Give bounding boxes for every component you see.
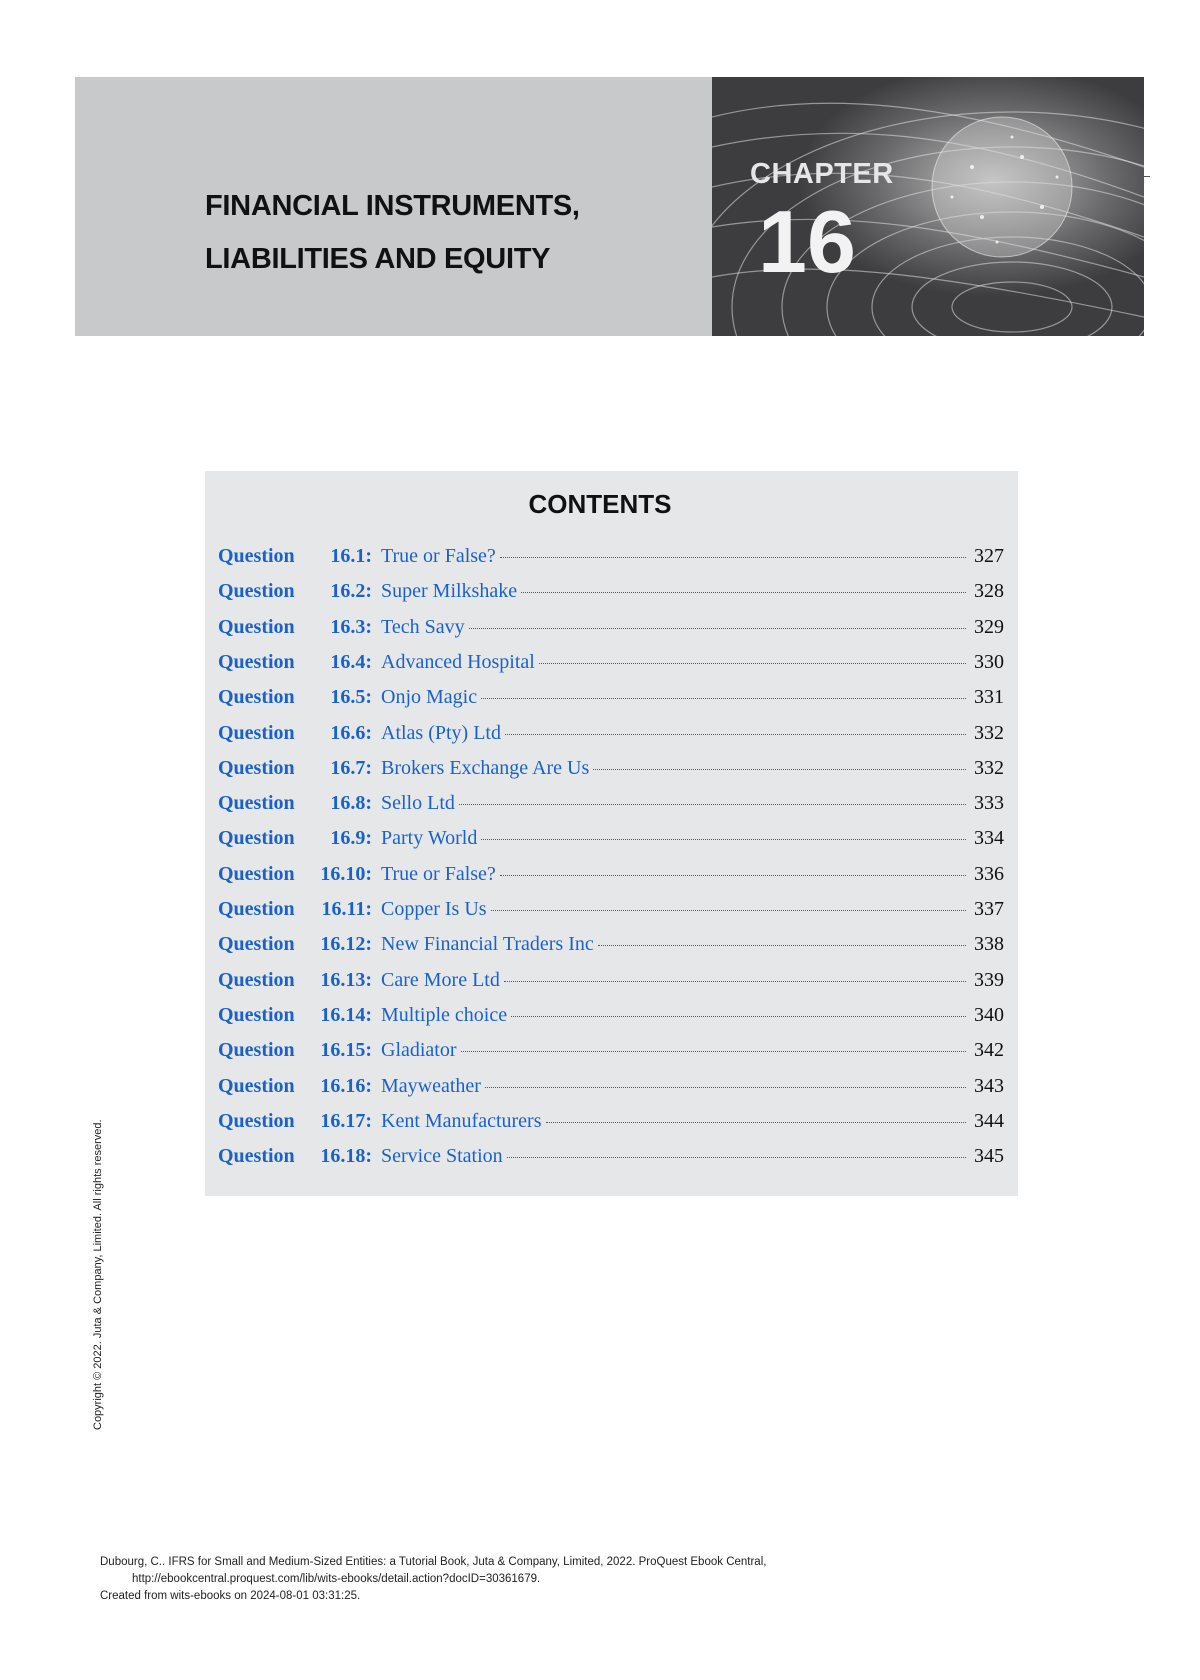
toc-entry-label: Question — [218, 1109, 295, 1132]
chapter-title-line1: FINANCIAL INSTRUMENTS, — [205, 190, 580, 222]
toc-entry[interactable] — [218, 1004, 1004, 1038]
toc-entry[interactable] — [218, 545, 1004, 579]
toc-entry-page: 332 — [974, 721, 1004, 744]
dot-leader — [500, 875, 966, 876]
toc-entry-number: 16.1: — [330, 545, 372, 567]
toc-entry-number: 16.7: — [330, 756, 372, 779]
toc-entry-number: 16.9: — [330, 827, 372, 850]
toc-entry[interactable] — [218, 686, 1004, 720]
toc-entry-title: Brokers Exchange Are Us — [381, 756, 590, 779]
toc-entry[interactable] — [218, 898, 1004, 932]
toc-entry-page: 345 — [974, 1145, 1004, 1168]
dot-leader — [469, 628, 966, 629]
citation-line1: Dubourg, C.. IFRS for Small and Medium-Sized Entities: a Tutorial Book, Juta & Company, Limited, 2022. ProQuest Ebook Central, — [100, 1556, 767, 1568]
toc-entry-number: 16.17: — [320, 1109, 372, 1132]
toc-entry[interactable] — [218, 933, 1004, 967]
toc-entry-page: 340 — [974, 1003, 1004, 1026]
dot-leader — [491, 910, 966, 911]
toc-entry[interactable] — [218, 1039, 1004, 1073]
chapter-title — [205, 180, 580, 286]
toc-entry-title: Tech Savy — [381, 615, 465, 638]
toc-entry-page: 339 — [974, 968, 1004, 991]
toc-entry-label: Question — [218, 862, 295, 885]
citation-url[interactable]: http://ebookcentral.proquest.com/lib/wits-ebooks/detail.action?docID=30361679. — [132, 1573, 541, 1585]
toc-entry[interactable] — [218, 1110, 1004, 1144]
toc-entry-page: 328 — [974, 580, 1004, 603]
dot-leader — [511, 1016, 966, 1017]
toc-entry[interactable] — [218, 1075, 1004, 1109]
toc-entry-page: 344 — [974, 1109, 1004, 1132]
toc-entry-page: 342 — [974, 1039, 1004, 1062]
dot-leader — [546, 1122, 967, 1123]
toc-entry-page: 334 — [974, 827, 1004, 850]
toc-entry-number: 16.3: — [330, 615, 372, 638]
toc-entry-number: 16.13: — [320, 968, 372, 991]
copyright-notice: Copyright © 2022. Juta & Company, Limited. All rights reserved. — [92, 1119, 104, 1430]
citation-footer — [100, 1554, 766, 1605]
toc-entry-label: Question — [218, 756, 295, 779]
dot-leader — [593, 769, 966, 770]
toc-entry-label: Question — [218, 898, 295, 920]
toc-entry-title: Super Milkshake — [381, 580, 518, 603]
dot-leader — [481, 698, 966, 699]
toc-entry-page: 332 — [974, 756, 1004, 779]
toc-entry[interactable] — [218, 651, 1004, 685]
toc-entry-number: 16.14: — [320, 1003, 372, 1026]
toc-entry-number: 16.10: — [320, 862, 372, 885]
toc-entry-number: 16.8: — [330, 792, 372, 815]
toc-entry-label: Question — [218, 686, 295, 709]
toc-entry-title: True or False? — [381, 862, 496, 885]
toc-entry-label: Question — [218, 615, 295, 638]
toc-entry-number: 16.16: — [320, 1074, 372, 1097]
toc-entry-label: Question — [218, 721, 295, 744]
toc-entry-page: 337 — [974, 898, 1004, 920]
toc-entry-label: Question — [218, 650, 295, 673]
toc-entry-title: True or False? — [381, 545, 496, 567]
dot-leader — [504, 981, 966, 982]
dot-leader — [539, 663, 966, 664]
dot-leader — [521, 592, 966, 593]
toc-entry-number: 16.2: — [330, 580, 372, 603]
dot-leader — [459, 804, 966, 805]
dot-leader — [598, 945, 966, 946]
toc-entry-label: Question — [218, 580, 295, 603]
toc-entry-title: Party World — [381, 827, 478, 850]
contents-heading: CONTENTS — [528, 489, 672, 519]
toc-entry-title: Mayweather — [381, 1074, 481, 1097]
dot-leader — [505, 734, 966, 735]
toc-entry-label: Question — [218, 792, 295, 815]
toc-entry[interactable] — [218, 1145, 1004, 1179]
toc-entry-number: 16.15: — [320, 1039, 372, 1062]
toc-entry[interactable] — [218, 722, 1004, 756]
toc-entry[interactable] — [218, 827, 1004, 861]
toc-entry-page: 336 — [974, 862, 1004, 885]
dot-leader — [500, 557, 966, 558]
toc-entry-page: 343 — [974, 1074, 1004, 1097]
chapter-number: 16 — [758, 192, 856, 291]
toc-entry[interactable] — [218, 969, 1004, 1003]
toc-entry-page: 327 — [974, 545, 1004, 567]
toc-entry-page: 338 — [974, 933, 1004, 956]
toc-entry-label: Question — [218, 545, 295, 567]
toc-entry-number: 16.4: — [330, 650, 372, 673]
toc-entry-number: 16.6: — [330, 721, 372, 744]
chapter-label: CHAPTER — [750, 158, 894, 190]
toc-entry-number: 16.11: — [321, 898, 372, 920]
toc-entry-label: Question — [218, 933, 295, 956]
dot-leader — [485, 1087, 966, 1088]
toc-entry-title: Atlas (Pty) Ltd — [381, 721, 501, 744]
toc-entry-title: Kent Manufacturers — [381, 1109, 542, 1132]
toc-entry-label: Question — [218, 968, 295, 991]
toc-entry-title: Advanced Hospital — [381, 650, 535, 673]
toc-entry-label: Question — [218, 827, 295, 850]
toc-entry[interactable] — [218, 757, 1004, 791]
toc-entry-title: Onjo Magic — [381, 686, 478, 709]
toc-entry-title: Gladiator — [381, 1039, 457, 1062]
dash-mark — [1144, 176, 1150, 177]
toc-entry-number: 16.5: — [330, 686, 372, 709]
toc-entry[interactable] — [218, 792, 1004, 826]
toc-entry[interactable] — [218, 580, 1004, 614]
toc-entry-title: Service Station — [381, 1145, 503, 1168]
toc-entry-title: Copper Is Us — [381, 898, 487, 920]
toc-entry[interactable] — [218, 616, 1004, 650]
toc-entry-page: 331 — [974, 686, 1004, 709]
citation-created: Created from wits-ebooks on 2024-08-01 03:31:25. — [100, 1590, 361, 1602]
toc-entry-label: Question — [218, 1074, 295, 1097]
toc-entry-label: Question — [218, 1039, 295, 1062]
toc-entry-title: Care More Ltd — [381, 968, 500, 991]
toc-entry-number: 16.18: — [320, 1145, 372, 1168]
chapter-title-line2: LIABILITIES AND EQUITY — [205, 243, 551, 275]
toc-entry-page: 330 — [974, 650, 1004, 673]
dot-leader — [507, 1157, 966, 1158]
toc-entry[interactable] — [218, 863, 1004, 897]
toc-entry-label: Question — [218, 1003, 295, 1026]
toc-entry-page: 329 — [974, 615, 1004, 638]
dot-leader — [461, 1051, 966, 1052]
toc-entry-page: 333 — [974, 792, 1004, 815]
toc-entry-title: Multiple choice — [381, 1003, 508, 1026]
dot-leader — [481, 839, 966, 840]
toc-entry-title: New Financial Traders Inc — [381, 933, 594, 956]
toc-entry-label: Question — [218, 1145, 295, 1168]
toc-entry-number: 16.12: — [320, 933, 372, 956]
toc-entry-title: Sello Ltd — [381, 792, 455, 815]
